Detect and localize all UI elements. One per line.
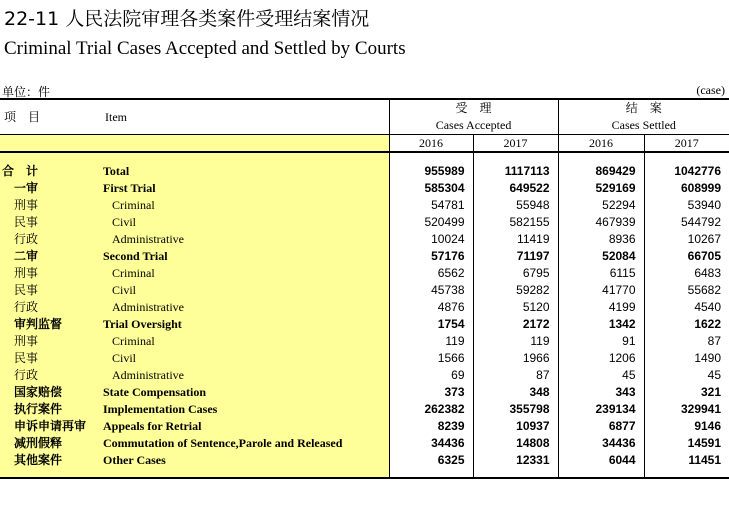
row-label-english: Criminal: [103, 197, 389, 214]
cell-accepted-2017: 582155: [473, 214, 558, 231]
cell-settled-2016: 45: [558, 367, 644, 384]
table-row: [0, 333, 729, 350]
cell-settled-2017: 608999: [680, 181, 722, 195]
cell-settled-2017: 544792: [680, 215, 722, 229]
cell-settled-2016: 91: [558, 333, 644, 350]
cell-accepted-2017: 55948: [473, 197, 558, 214]
row-label-chinese: 审判监督: [0, 316, 103, 333]
cell-settled-2016: 1206: [558, 350, 644, 367]
cell-settled-2017: 329941: [680, 402, 722, 416]
cell-settled-2016: 34436: [558, 435, 644, 452]
row-label-chinese: 刑事: [0, 197, 103, 214]
header-accepted-chinese: 受 理: [389, 99, 558, 117]
cell-accepted-2017: 71197: [473, 248, 558, 265]
cell-settled-2016: 1342: [558, 316, 644, 333]
cell-settled-2016: 41770: [558, 282, 644, 299]
cell-accepted-2016: 69: [389, 367, 473, 384]
cell-settled-2017: 4540: [694, 300, 722, 314]
cell-accepted-2017: 6795: [473, 265, 558, 282]
header-year-settled-2017: 2017: [644, 135, 729, 153]
row-label-english: Criminal: [103, 265, 389, 282]
row-label-english: Commutation of Sentence,Parole and Released: [103, 435, 389, 452]
table-row: [0, 435, 729, 452]
cell-accepted-2016: 6562: [389, 265, 473, 282]
cell-settled-2017: 11451: [688, 453, 722, 467]
cell-settled-2017: 1490: [694, 351, 722, 365]
table-row: [0, 197, 729, 214]
cell-settled-2016: 6044: [558, 452, 644, 469]
cell-settled-2017: 87: [707, 334, 722, 348]
table-row: [0, 299, 729, 316]
table-row: [0, 214, 729, 231]
cell-accepted-2017: 355798: [473, 401, 558, 418]
cell-settled-2017: 45: [707, 368, 722, 382]
row-label-english: Criminal: [103, 333, 389, 350]
header-year-settled-2016: 2016: [558, 135, 644, 153]
row-label-chinese: 一审: [0, 180, 103, 197]
cell-settled-2017: 6483: [694, 266, 722, 280]
cell-settled-2017: 53940: [687, 198, 722, 212]
cell-settled-2017: 1622: [694, 317, 722, 331]
header-row-group: [0, 99, 729, 117]
row-label-english: Civil: [103, 350, 389, 367]
cell-accepted-2017: 5120: [473, 299, 558, 316]
header-item-chinese: 项 目: [0, 99, 103, 135]
row-label-chinese: 刑事: [0, 265, 103, 282]
cell-accepted-2017: 10937: [473, 418, 558, 435]
cell-settled-2017: 321: [701, 385, 722, 399]
cell-accepted-2016: 119: [389, 333, 473, 350]
cell-accepted-2016: 6325: [389, 452, 473, 469]
cell-settled-2016: 239134: [558, 401, 644, 418]
cell-accepted-2017: 59282: [473, 282, 558, 299]
cell-accepted-2017: 14808: [473, 435, 558, 452]
spacer-row: [0, 152, 729, 163]
unit-label-chinese: 单位：件: [2, 85, 51, 99]
header-accepted-english: Cases Accepted: [389, 117, 558, 135]
cell-accepted-2016: 955989: [389, 163, 473, 180]
row-label-chinese: 执行案件: [0, 401, 103, 418]
cell-settled-2016: 52084: [558, 248, 644, 265]
row-label-chinese: 合 计: [0, 163, 103, 180]
table-row: [0, 367, 729, 384]
cell-accepted-2017: 2172: [473, 316, 558, 333]
table-row: [0, 401, 729, 418]
row-label-chinese: 申诉申请再审: [0, 418, 103, 435]
table-row: [0, 282, 729, 299]
table-bottom-rule: [0, 469, 729, 478]
table-row: [0, 265, 729, 282]
cell-settled-2016: 529169: [558, 180, 644, 197]
row-label-chinese: 刑事: [0, 333, 103, 350]
cell-accepted-2016: 34436: [389, 435, 473, 452]
cell-accepted-2016: 262382: [389, 401, 473, 418]
cell-settled-2016: 4199: [558, 299, 644, 316]
cell-accepted-2016: 1566: [389, 350, 473, 367]
table-title-english: Criminal Trial Cases Accepted and Settled by Courts: [4, 38, 406, 59]
row-label-chinese: 民事: [0, 350, 103, 367]
cell-settled-2017: 14591: [687, 436, 722, 450]
row-label-english: Administrative: [103, 367, 389, 384]
row-label-chinese: 行政: [0, 299, 103, 316]
cell-settled-2016: 6877: [558, 418, 644, 435]
cell-accepted-2016: 4876: [389, 299, 473, 316]
cell-settled-2016: 467939: [558, 214, 644, 231]
row-label-chinese: 国家赔偿: [0, 384, 103, 401]
cell-accepted-2016: 520499: [389, 214, 473, 231]
row-label-english: Civil: [103, 214, 389, 231]
cell-settled-2017: 55682: [687, 283, 722, 297]
header-row-years: [0, 135, 729, 153]
row-label-english: Administrative: [103, 299, 389, 316]
row-label-english: Total: [103, 163, 389, 180]
table-row: [0, 316, 729, 333]
cell-accepted-2017: 12331: [473, 452, 558, 469]
row-label-chinese: 行政: [0, 231, 103, 248]
unit-label-english: (case): [696, 83, 725, 97]
cell-accepted-2017: 1966: [473, 350, 558, 367]
row-label-chinese: 民事: [0, 282, 103, 299]
row-label-english: Appeals for Retrial: [103, 418, 389, 435]
row-label-english: Implementation Cases: [103, 401, 389, 418]
cell-accepted-2016: 1754: [389, 316, 473, 333]
cell-accepted-2017: 87: [473, 367, 558, 384]
table-row: [0, 384, 729, 401]
cell-settled-2017: 9146: [694, 419, 722, 433]
cell-settled-2016: 52294: [558, 197, 644, 214]
row-label-chinese: 二审: [0, 248, 103, 265]
row-label-english: First Trial: [103, 180, 389, 197]
row-label-chinese: 行政: [0, 367, 103, 384]
cell-accepted-2017: 11419: [473, 231, 558, 248]
header-year-accepted-2017: 2017: [473, 135, 558, 153]
cell-accepted-2016: 8239: [389, 418, 473, 435]
cell-accepted-2017: 119: [473, 333, 558, 350]
row-label-english: Other Cases: [103, 452, 389, 469]
row-label-chinese: 其他案件: [0, 452, 103, 469]
header-settled-english: Cases Settled: [611, 118, 676, 132]
table-row: [0, 163, 729, 180]
table-row: [0, 452, 729, 469]
cell-accepted-2016: 45738: [389, 282, 473, 299]
table-row: [0, 350, 729, 367]
cell-accepted-2017: 649522: [473, 180, 558, 197]
row-label-english: State Compensation: [103, 384, 389, 401]
table-row: [0, 418, 729, 435]
cell-accepted-2017: 1117113: [473, 163, 558, 180]
row-label-chinese: 民事: [0, 214, 103, 231]
header-year-accepted-2016: 2016: [389, 135, 473, 153]
cell-accepted-2016: 10024: [389, 231, 473, 248]
cell-settled-2016: 6115: [558, 265, 644, 282]
cell-settled-2017: 1042776: [674, 164, 722, 178]
cell-accepted-2017: 348: [473, 384, 558, 401]
cell-settled-2016: 343: [558, 384, 644, 401]
cell-accepted-2016: 54781: [389, 197, 473, 214]
row-label-chinese: 减刑假释: [0, 435, 103, 452]
header-item-english: Item: [103, 99, 389, 135]
cell-settled-2016: 869429: [558, 163, 644, 180]
table-row: [0, 248, 729, 265]
cell-accepted-2016: 373: [389, 384, 473, 401]
row-label-english: Trial Oversight: [103, 316, 389, 333]
cell-settled-2016: 8936: [558, 231, 644, 248]
cell-settled-2017: 66705: [687, 249, 722, 263]
row-label-english: Administrative: [103, 231, 389, 248]
cases-table: [0, 98, 729, 479]
table-row: [0, 231, 729, 248]
row-label-english: Civil: [103, 282, 389, 299]
table-title-chinese: 22-11 人民法院审理各类案件受理结案情况: [4, 8, 370, 30]
cell-accepted-2016: 57176: [389, 248, 473, 265]
cell-accepted-2016: 585304: [389, 180, 473, 197]
header-settled-chinese: 结 案: [558, 99, 729, 117]
row-label-english: Second Trial: [103, 248, 389, 265]
table-row: [0, 180, 729, 197]
cell-settled-2017: 10267: [687, 232, 722, 246]
